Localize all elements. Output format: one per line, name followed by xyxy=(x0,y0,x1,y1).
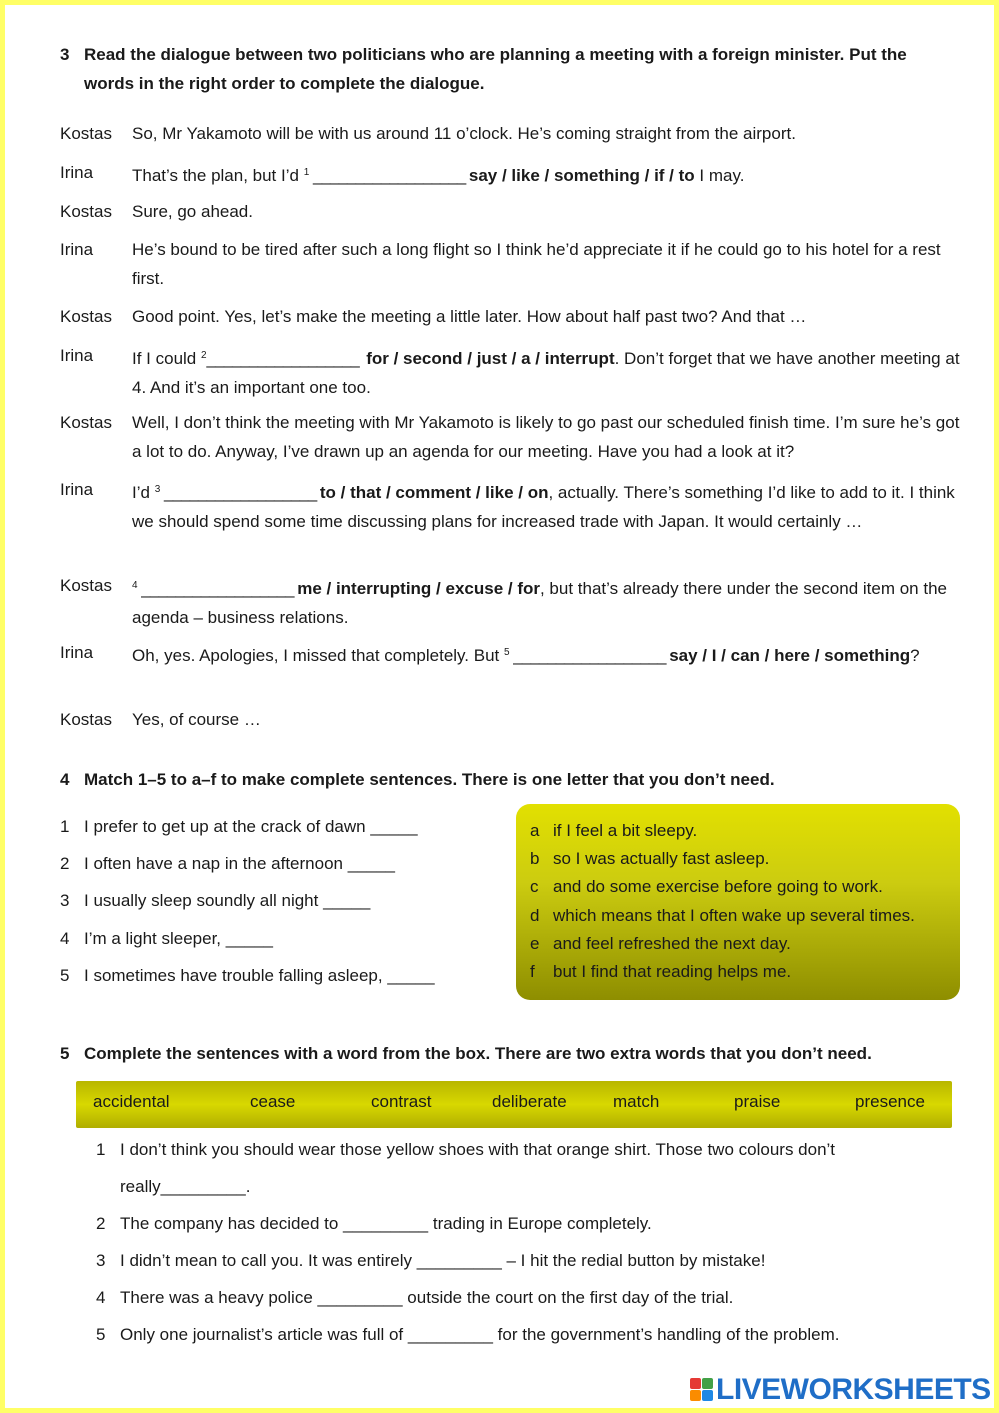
match-item-text[interactable]: I often have a nap in the afternoon _____ xyxy=(84,854,395,873)
speaker-name: Irina xyxy=(60,163,94,182)
match-item xyxy=(60,854,395,874)
option-letter: c xyxy=(530,877,539,896)
option-letter: a xyxy=(530,821,540,840)
dialogue-text xyxy=(132,120,965,149)
sentence-text[interactable]: The company has decided to _________ trading in Europe completely. xyxy=(120,1214,652,1233)
dialogue-text-post: I may. xyxy=(694,166,745,185)
speaker-name: Kostas xyxy=(60,307,112,326)
option-letter: e xyxy=(530,934,540,953)
match-item-number: 3 xyxy=(60,891,70,910)
dialogue-text-post: , but that’s already there under the second item on the agenda – business relations. xyxy=(132,579,947,627)
sentence-text[interactable]: I didn’t mean to call you. It was entirely _________ – I hit the redial button by mistake! xyxy=(120,1251,766,1270)
dialogue-text-pre: If I could xyxy=(132,349,201,368)
option-text: and do some exercise before going to work. xyxy=(553,877,883,896)
word-chip[interactable]: praise xyxy=(734,1092,781,1111)
match-item-text[interactable]: I prefer to get up at the crack of dawn _____ xyxy=(84,817,418,836)
jumbled-words: to / that / comment / like / on xyxy=(319,483,549,502)
task3-heading xyxy=(60,40,940,98)
dialogue-line xyxy=(60,639,965,671)
option-letter: b xyxy=(530,849,540,868)
gap-number: 3 xyxy=(154,484,161,495)
gap-number: 5 xyxy=(503,647,510,658)
task3-number: 3 xyxy=(60,45,70,64)
option-item[interactable] xyxy=(530,906,915,926)
task5-instructions: Complete the sentences with a word from the box. There are two extra words that you don’t need. xyxy=(84,1044,872,1063)
match-item-text[interactable]: I’m a light sleeper, _____ xyxy=(84,929,274,948)
option-text: so I was actually fast asleep. xyxy=(553,849,770,868)
dialogue-line xyxy=(60,198,965,227)
sentence-number: 2 xyxy=(96,1214,106,1233)
gap-number: 4 xyxy=(132,580,138,591)
task5-number: 5 xyxy=(60,1044,70,1063)
option-text: which means that I often wake up several times. xyxy=(553,906,915,925)
task4-instructions: Match 1–5 to a–f to make complete sentences. There is one letter that you don’t need. xyxy=(84,770,775,789)
match-item-text[interactable]: I usually sleep soundly all night _____ xyxy=(84,891,371,910)
dialogue-text-pre: Oh, yes. Apologies, I missed that completely. But xyxy=(132,646,504,665)
option-letter: d xyxy=(530,906,540,925)
dialogue-line xyxy=(60,572,965,632)
option-text: if I feel a bit sleepy. xyxy=(553,821,698,840)
logo-text: LIVEWORKSHEETS xyxy=(716,1373,991,1406)
gap-number: 2 xyxy=(200,350,207,361)
dialogue-text xyxy=(132,639,965,671)
dialogue-text-pre: Well, I don’t think the meeting with Mr Yakamoto is likely to go past our scheduled finish time. I’m sure he’s got a lot to do. Anyway, I’ve drawn up an agenda for our meeting. Have you had a look at it? xyxy=(132,413,960,461)
dialogue-line xyxy=(60,159,965,191)
answer-blank[interactable]: __________________ xyxy=(309,166,469,185)
sentence-item xyxy=(96,1325,839,1345)
match-item xyxy=(60,929,273,949)
match-item xyxy=(60,966,435,986)
match-item-number: 1 xyxy=(60,817,70,836)
word-chip[interactable]: presence xyxy=(855,1092,925,1111)
speaker-name: Kostas xyxy=(60,710,112,729)
dialogue-text-pre: Yes, of course … xyxy=(132,710,261,729)
liveworksheets-logo[interactable] xyxy=(690,1372,990,1406)
liveworksheets-logo-icon xyxy=(690,1378,714,1402)
dialogue-text xyxy=(132,159,965,191)
dialogue-text xyxy=(132,303,965,332)
option-item[interactable] xyxy=(530,934,791,954)
sentence-number: 4 xyxy=(96,1288,106,1307)
match-item xyxy=(60,891,370,911)
speaker-name: Kostas xyxy=(60,413,112,432)
dialogue-text xyxy=(132,236,965,293)
sentence-text[interactable]: There was a heavy police _________ outside the court on the first day of the trial. xyxy=(120,1288,734,1307)
dialogue-text xyxy=(132,572,965,632)
option-text: and feel refreshed the next day. xyxy=(553,934,791,953)
match-item-number: 5 xyxy=(60,966,70,985)
sentence-number: 3 xyxy=(96,1251,106,1270)
sentence-number: 1 xyxy=(96,1140,106,1159)
speaker-name: Irina xyxy=(60,643,94,662)
sentence-item xyxy=(96,1140,835,1160)
dialogue-text-pre: I’d xyxy=(132,483,155,502)
speaker-name: Kostas xyxy=(60,124,112,143)
dialogue-text-post: ? xyxy=(910,646,920,665)
option-item[interactable] xyxy=(530,821,697,841)
sentence-text[interactable]: I don’t think you should wear those yellow shoes with that orange shirt. Those two colours don’t xyxy=(120,1140,836,1159)
jumbled-words: for / second / just / a / interrupt xyxy=(366,349,615,368)
task5-heading xyxy=(60,1039,940,1068)
dialogue-line xyxy=(60,476,965,536)
gap-number: 1 xyxy=(303,167,310,178)
sentence-text[interactable]: really_________. xyxy=(120,1177,251,1196)
task3-instructions: Read the dialogue between two politicians who are planning a meeting with a foreign minister. Put the words in the right order to complete the dialogue. xyxy=(84,45,907,93)
word-chip[interactable]: deliberate xyxy=(492,1092,567,1111)
dialogue-line xyxy=(60,236,965,293)
dialogue-line xyxy=(60,706,965,735)
option-letter: f xyxy=(530,962,535,981)
match-item-number: 2 xyxy=(60,854,70,873)
word-chip[interactable]: match xyxy=(613,1092,660,1111)
speaker-name: Irina xyxy=(60,480,94,499)
option-item[interactable] xyxy=(530,962,791,982)
option-item[interactable] xyxy=(530,849,769,869)
option-text: but I find that reading helps me. xyxy=(553,962,792,981)
dialogue-text-pre: That’s the plan, but I’d xyxy=(132,166,304,185)
dialogue-text xyxy=(132,198,965,227)
dialogue-text-pre: He’s bound to be tired after such a long flight so I think he’d appreciate it if he could go to his hotel for a rest first. xyxy=(132,240,941,288)
word-chip[interactable]: cease xyxy=(250,1092,296,1111)
speaker-name: Irina xyxy=(60,346,94,365)
dialogue-text-pre: Good point. Yes, let’s make the meeting a little later. How about half past two? And that … xyxy=(132,307,807,326)
answer-blank[interactable]: __________________ xyxy=(160,483,320,502)
dialogue-line xyxy=(60,303,965,332)
dialogue-text xyxy=(132,409,965,466)
match-item-number: 4 xyxy=(60,929,70,948)
option-item[interactable] xyxy=(530,877,883,897)
speaker-name: Kostas xyxy=(60,576,112,595)
sentence-text[interactable]: Only one journalist’s article was full of _________ for the government’s handling of the problem. xyxy=(120,1325,840,1344)
dialogue-text-post: . Don’t forget that we have another meeting at 4. And it’s an important one too. xyxy=(132,349,960,397)
word-chip[interactable]: accidental xyxy=(93,1092,170,1111)
answer-blank[interactable]: __________________ xyxy=(137,579,298,598)
dialogue-line xyxy=(60,409,965,466)
sentence-item xyxy=(96,1214,652,1234)
task4-number: 4 xyxy=(60,770,70,789)
dialogue-text xyxy=(132,342,965,402)
sentence-item xyxy=(96,1288,733,1308)
sentence-item xyxy=(96,1251,765,1271)
dialogue-text-pre: Sure, go ahead. xyxy=(132,202,253,221)
task4-heading xyxy=(60,765,940,794)
dialogue-text xyxy=(132,476,965,536)
dialogue-line xyxy=(60,120,965,149)
dialogue-text-pre: So, Mr Yakamoto will be with us around 11 o’clock. He’s coming straight from the airport. xyxy=(132,124,796,143)
jumbled-words: say / I / can / here / something xyxy=(669,646,911,665)
match-item-text[interactable]: I sometimes have trouble falling asleep, _____ xyxy=(84,966,435,985)
dialogue-line xyxy=(60,342,965,402)
sentence-number: 5 xyxy=(96,1325,106,1344)
sentence-continuation xyxy=(96,1177,250,1197)
speaker-name: Kostas xyxy=(60,202,112,221)
match-item xyxy=(60,817,418,837)
word-chip[interactable]: contrast xyxy=(371,1092,432,1111)
dialogue-text-post: , actually. There’s something I’d like to add to it. I think we should spend some time discussing plans for increased trade with Japan. It would certainly … xyxy=(132,483,955,531)
answer-blank[interactable]: __________________ xyxy=(509,646,670,665)
jumbled-words: say / like / something / if / to xyxy=(468,166,695,185)
jumbled-words: me / interrupting / excuse / for xyxy=(297,579,540,598)
answer-blank[interactable]: __________________ xyxy=(206,349,367,368)
speaker-name: Irina xyxy=(60,240,94,259)
dialogue-text xyxy=(132,706,965,735)
